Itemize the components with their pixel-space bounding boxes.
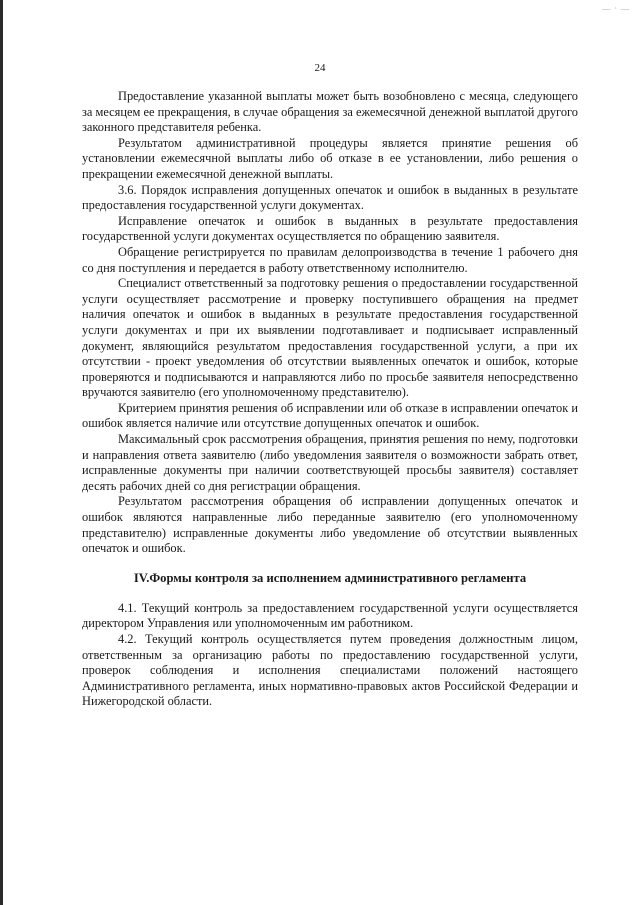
section-paragraph: 4.2. Текущий контроль осуществляется путем проведения должностным лицом, ответственным за организацию работы по предоставлению государственной услуги, проверок соблюдения и исполнения специалистами положений настоящего Административного регламента, иных нормативно-правовых актов Российской Федерации и Нижегородской области. (82, 632, 578, 709)
corner-scan-mark: — · — (602, 4, 630, 13)
section-paragraph: 4.1. Текущий контроль за предоставлением государственной услуги осуществляется директором Управления или уполномоченным им работником. (82, 600, 578, 631)
paragraph: Специалист ответственный за подготовку решения о предоставлении государственной услуги осуществляет рассмотрение и проверку поступившего обращения на предмет наличия опечаток и ошибок в выданных в результате предоставления государственной услуги документах и при их выявлении подготавливает и подписывает исправленный документ, являющийся результатом предоставления государственной услуги, а при их отсутствии - проект уведомления об отсутствии выявленных опечаток и ошибок, которые проверяются и подписываются и направляются либо по просьбе заявителя непосредственно вручаются заявителю (его уполномоченному представителю). (82, 276, 578, 400)
paragraph: Предоставление указанной выплаты может быть возобновлено с месяца, следующего за месяцем ее прекращения, в случае обращения за ежемесячной денежной выплатой другого законного представителя ребенка. (82, 89, 578, 135)
paragraph: 3.6. Порядок исправления допущенных опечаток и ошибок в выданных в результате предоставления государственной услуги документах. (82, 182, 578, 213)
paragraph: Критерием принятия решения об исправлении или об отказе в исправлении опечаток и ошибок является наличие или отсутствие допущенных опечаток и ошибок. (82, 400, 578, 431)
page-number: 24 (314, 62, 326, 74)
paragraph: Максимальный срок рассмотрения обращения, принятия решения по нему, подготовки и направления ответа заявителю (либо уведомления заявителя о возможности забрать ответ, исправленные документы при наличии соответствующей просьбы заявителя) составляет десять рабочих дней со дня регистрации обращения. (82, 432, 578, 493)
paragraph: Исправление опечаток и ошибок в выданных в результате предоставления государственной услуги документах осуществляется по обращению заявителя. (82, 213, 578, 244)
paragraph: Обращение регистрируется по правилам делопроизводства в течение 1 рабочего дня со дня поступления и передается в работу ответственному исполнителю. (82, 244, 578, 275)
document-body (82, 89, 578, 710)
scan-left-edge (0, 0, 3, 905)
section-heading: IV.Формы контроля за исполнением административного регламента (133, 570, 527, 585)
paragraph: Результатом рассмотрения обращения об исправлении допущенных опечаток и ошибок являются направленные либо переданные заявителю (его уполномоченному представителю) исправленные документы либо уведомление об отсутствии выявленных опечаток и ошибок. (82, 494, 578, 556)
paragraph: Результатом административной процедуры является принятие решения об установлении ежемесячной выплаты либо об отказе в ее установлении, либо решения о прекращении ежемесячной денежной выплаты. (82, 135, 578, 181)
